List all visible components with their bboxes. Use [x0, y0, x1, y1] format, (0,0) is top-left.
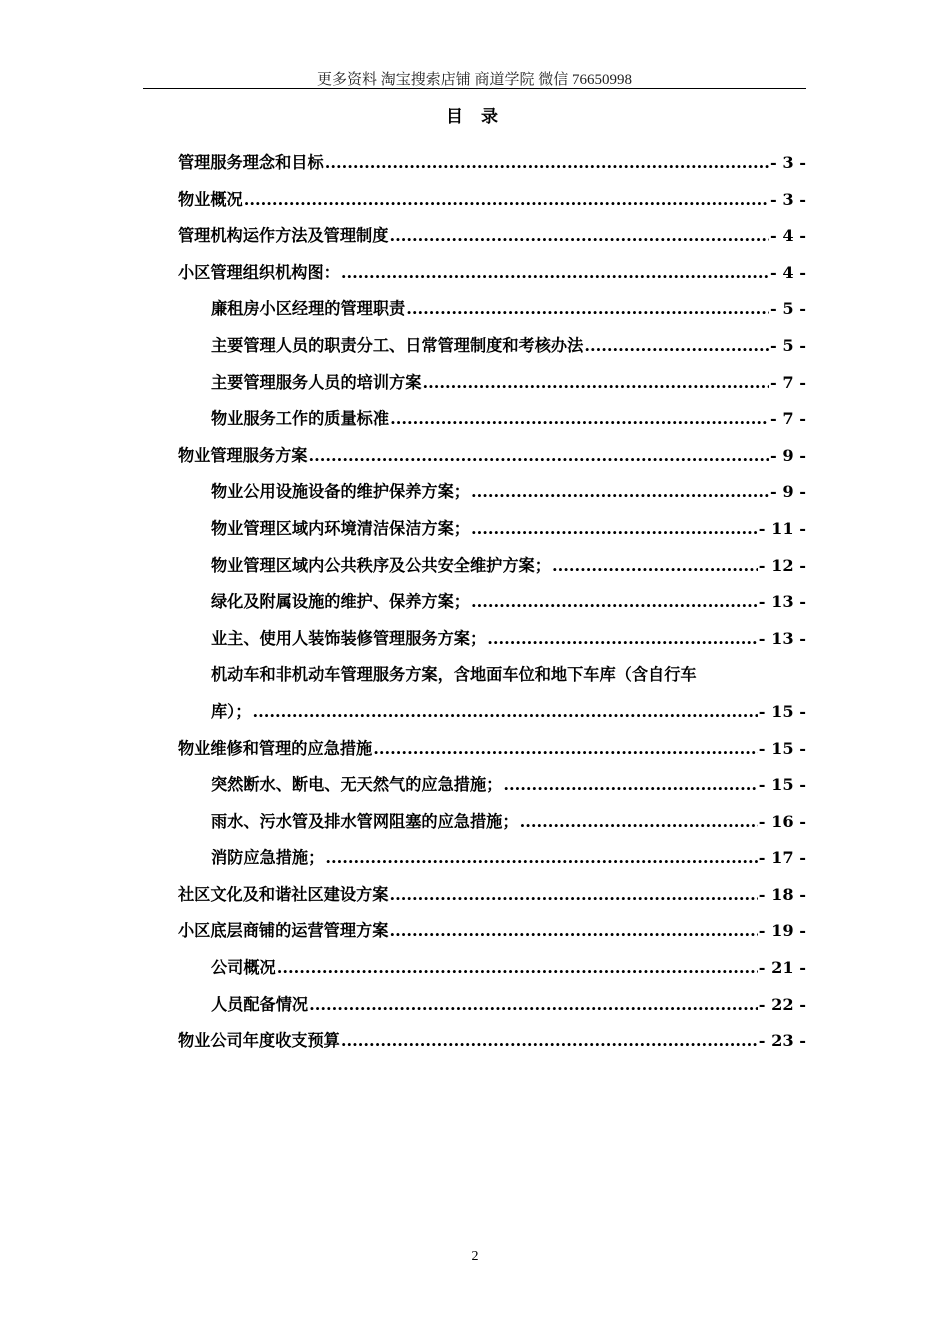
- toc-leader-dots: [406, 291, 769, 328]
- toc-leader-dots: [325, 840, 757, 877]
- toc-entry-page: - 4 -: [770, 226, 806, 246]
- toc-entry-title: 公司概况: [211, 958, 276, 978]
- toc-entry-title: 绿化及附属设施的维护、保养方案；: [211, 592, 470, 612]
- toc-title: 目 录: [446, 107, 504, 127]
- toc-entry[interactable]: [178, 804, 806, 841]
- toc-entry-page: - 12 -: [758, 555, 806, 575]
- toc-entry[interactable]: [178, 401, 806, 438]
- toc-leader-dots: [389, 913, 757, 950]
- toc-entry[interactable]: [178, 182, 806, 219]
- toc-entry-page: - 13 -: [758, 592, 806, 612]
- toc-leader-dots: [584, 328, 769, 365]
- toc-entry[interactable]: [178, 1023, 806, 1060]
- toc-leader-dots: [389, 877, 757, 914]
- toc-entry-title: 物业公用设施设备的维护保养方案；: [211, 482, 470, 502]
- page-header: 更多资料 淘宝搜索店铺 商道学院 微信 76650998: [316, 72, 632, 88]
- toc-entry-title: 雨水、污水管及排水管网阻塞的应急措施；: [211, 811, 519, 831]
- toc-entry-title: 管理服务理念和目标: [178, 153, 324, 172]
- toc-entry[interactable]: [178, 877, 806, 914]
- toc-entry-title: 物业概况: [178, 189, 243, 209]
- toc-leader-dots: [309, 987, 758, 1024]
- toc-entry-title: 管理机构运作方法及管理制度: [178, 226, 389, 246]
- toc-entry[interactable]: [178, 694, 806, 731]
- toc-entry-page: - 3 -: [770, 153, 806, 172]
- toc-entry-page: - 5 -: [770, 335, 806, 355]
- toc-entry[interactable]: [178, 621, 806, 658]
- toc-entry-page: - 21 -: [758, 958, 806, 978]
- toc-entry-title: 社区文化及和谐社区建设方案: [178, 884, 389, 904]
- toc-leader-dots: [390, 401, 769, 438]
- page-number: 2: [471, 1249, 479, 1264]
- toc-leader-dots: [277, 950, 758, 987]
- toc-entry-title: 主要管理人员的职责分工、日常管理制度和考核办法: [211, 335, 584, 355]
- toc-entry-title: 物业管理区域内环境清洁保洁方案；: [211, 518, 470, 538]
- toc-leader-dots: [325, 145, 769, 182]
- toc-entry-title: 物业服务工作的质量标准: [211, 409, 390, 429]
- toc-leader-dots: [373, 731, 758, 768]
- toc-entry-page: - 4 -: [770, 262, 806, 282]
- toc-leader-dots: [471, 474, 769, 511]
- header-divider: [143, 88, 806, 89]
- toc-entry[interactable]: [178, 328, 806, 365]
- toc-entry-title: 小区管理组织机构图：: [178, 262, 340, 282]
- toc-leader-dots: [422, 365, 769, 402]
- toc-entry-title-continued: 库）；: [211, 701, 252, 721]
- toc-entry-page: - 15 -: [758, 738, 806, 758]
- toc-entry-title: 消防应急措施；: [211, 848, 325, 868]
- toc-entry-page: - 18 -: [758, 884, 806, 904]
- toc-entry-title: 物业管理区域内公共秩序及公共安全维护方案；: [211, 555, 551, 575]
- toc-entry[interactable]: [178, 840, 806, 877]
- toc-leader-dots: [341, 1023, 758, 1060]
- toc-entry-title: 物业维修和管理的应急措施: [178, 738, 373, 758]
- toc-entry-page: - 15 -: [758, 775, 806, 795]
- toc-entry[interactable]: [178, 218, 806, 255]
- toc-entry-page: - 16 -: [758, 811, 806, 831]
- toc-leader-dots: [389, 218, 769, 255]
- toc-leader-dots: [341, 255, 769, 292]
- toc-entry-title: 小区底层商铺的运营管理方案: [178, 921, 389, 941]
- toc-entry-title: 业主、使用人装饰装修管理服务方案；: [211, 628, 487, 648]
- toc-entry-wrapped-line[interactable]: [178, 657, 806, 694]
- toc-leader-dots: [471, 511, 758, 548]
- toc-entry-page: - 22 -: [758, 994, 806, 1014]
- toc-entry-page: - 9 -: [770, 482, 806, 502]
- toc-entry[interactable]: [178, 511, 806, 548]
- toc-entry-title: 廉租房小区经理的管理职责: [211, 299, 406, 319]
- toc-entry[interactable]: [178, 474, 806, 511]
- toc-entry-page: - 23 -: [758, 1031, 806, 1051]
- toc-entry-page: - 7 -: [770, 372, 806, 392]
- toc-entry[interactable]: [178, 548, 806, 585]
- toc-entry-title: 人员配备情况: [211, 994, 309, 1014]
- toc-entry[interactable]: [178, 365, 806, 402]
- toc-entry-page: - 19 -: [758, 921, 806, 941]
- toc-entry-page: - 3 -: [770, 189, 806, 209]
- toc-entry[interactable]: [178, 438, 806, 475]
- toc-entry[interactable]: [178, 950, 806, 987]
- toc-entry[interactable]: [178, 913, 806, 950]
- toc-entry-page: - 5 -: [770, 299, 806, 319]
- toc-leader-dots: [552, 548, 758, 585]
- toc-entry-page: - 9 -: [770, 445, 806, 465]
- toc-entry[interactable]: [178, 731, 806, 768]
- toc-entry[interactable]: [178, 987, 806, 1024]
- toc-leader-dots: [503, 767, 757, 804]
- toc-entry-page: - 17 -: [758, 848, 806, 868]
- toc-entry-title: 主要管理服务人员的培训方案: [211, 372, 422, 392]
- toc-entry[interactable]: [178, 584, 806, 621]
- table-of-contents: [178, 145, 806, 1060]
- toc-entry-page: - 15 -: [758, 701, 806, 721]
- toc-entry-page: - 7 -: [770, 409, 806, 429]
- toc-entry[interactable]: [178, 767, 806, 804]
- toc-entry-title: 物业公司年度收支预算: [178, 1031, 340, 1051]
- toc-leader-dots: [471, 584, 758, 621]
- toc-leader-dots: [487, 621, 758, 658]
- toc-leader-dots: [520, 804, 758, 841]
- toc-entry-page: - 11 -: [758, 518, 806, 538]
- toc-leader-dots: [252, 694, 757, 731]
- toc-entry[interactable]: [178, 255, 806, 292]
- toc-entry-title: 机动车和非机动车管理服务方案，含地面车位和地下车库（含自行车: [211, 665, 697, 685]
- toc-entry-title: 物业管理服务方案: [178, 445, 308, 465]
- toc-entry-page: - 13 -: [758, 628, 806, 648]
- toc-entry-title: 突然断水、断电、无天然气的应急措施；: [211, 775, 503, 795]
- toc-entry[interactable]: [178, 145, 806, 182]
- toc-leader-dots: [309, 438, 770, 475]
- toc-entry[interactable]: [178, 291, 806, 328]
- toc-leader-dots: [244, 182, 769, 219]
